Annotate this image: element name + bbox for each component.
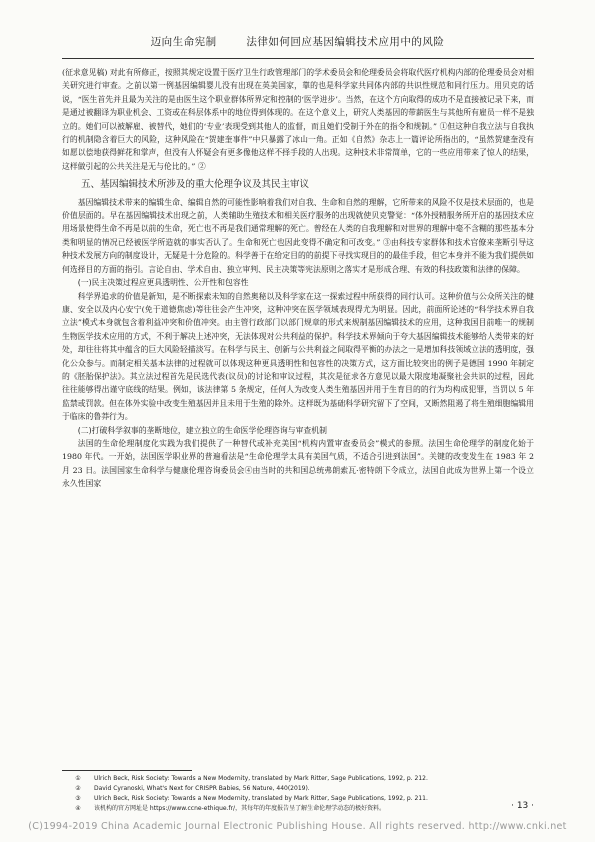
running-header <box>0 34 595 49</box>
section-heading-5: 五、基因编辑技术所涉及的重大伦理争议及其民主审议 <box>81 179 310 191</box>
paragraph-continued: (征求意见稿) 对此有所修正，按照其规定设置于医疗卫生行政管理部门的学术委员会和伦理委员会将取代医疗机构内部的伦理委员会对相关研究进行审查。之前以第一例基因编辑婴儿没有出现在英美国家，靠的也是科学家共同体内部的共识性规范和同行压力。用贝克的话说，“医生首先并且最为关注的是由医生这个职业群体所界定和控制的‘医学进步’。当然，在这个方向取得的成功不是直接被记录下来，而是通过被翻译为职业机会、工资或在科层体系中的地位得到体现的。在这个意义上，研究人类基因的带薪医生与其他所有雇员一样不是独立的。她们可以被解雇、被替代，她们的‘专业’表现受到其他人的监督，而且她们受制于外在的指令和规制。” ①但这种自我立法与自我执行的机制隐含着巨大的风险，这种风险在“贺建奎事件”中只暴露了冰山一角。正如《自然》杂志上一篇评论所指出的，“虽然贺建奎没有如愿以偿地获得鲜花和掌声，但没有人怀疑会有更多像他这样不择手段的人出现。这种技术非常简单，它的一些应用带来了惊人的结果，这样做引起的公共关注是无与伦比的。” ② <box>62 68 534 171</box>
footnote <box>62 784 534 794</box>
footnote-number: ④ <box>75 805 81 812</box>
paragraph: 法国的生命伦理制度化实践为我们提供了一种替代或补充美国“机构内置审查委员会”模式的参照。法国生命伦理学的制度化始于 1980 年代。一开始，法国医学职业界的普遍看法是“生命伦理学太具有美国气质，不适合引进到法国”。关键的改变发生在 1983 年 2 月 23 日。法国国家生命科学与健康伦理咨询委员会④由当时的共和国总统弗朗索瓦·密特朗下令成立，法国自此成为世界上第一个设立永久性国家 <box>62 438 534 489</box>
header-rule <box>62 58 534 59</box>
footnote-number: ① <box>75 775 81 782</box>
subsection-heading-2: (二)打破科学叙事的垄断地位，建立独立的生命医学伦理咨询与审查机制 <box>77 425 327 435</box>
article-body <box>62 66 534 491</box>
footnote <box>62 804 534 814</box>
header-article-title: 法律如何回应基因编辑技术应用中的风险 <box>246 36 445 48</box>
paragraph: 科学界追求的价值是新知，是不断探索未知的自然奥秘以及科学家在这一探索过程中所获得的同行认可。这种价值与公众所关注的健康、安全以及内心安宁(免于道德焦虑)等往往会产生冲突，这种冲突在医学领域表现得尤为明显。因此，前面所论述的“科学技术界自我立法”模式本身就包含着利益冲突和价值冲突。由主管行政部门以部门规章的形式来规制基因编辑技术的应用，这种我国目前唯一的规制生物医学技术应用的方式，不利于解决上述冲突，无法体现对公共利益的保护。科学技术界倾向于夸大基因编辑技术能够给人类带来的好处，却往往将其中蕴含的巨大风险轻描淡写。在科学与民主、创新与公共利益之间取得平衡的办法之一是增加科技领域立法的透明度，强化公众参与。而制定相关基本法律的过程就可以体现这种更具透明性和包容性的决策方式，这方面比较突出的例子是德国 1990 年制定的《胚胎保护法》。其立法过程首先是民选代表(议员)的讨论和审议过程，其次是征求各方意见以最大限度地凝聚社会共识的过程，因此往往能够得出谨守底线的结果。例如，该法律第 5 条规定，任何人为改变人类生殖基因并用于生育目的的行为均构成犯罪，当罚以 5 年监禁或罚款。但在体外实验中改变生殖基因并且未用于生殖的除外。这样既为基础科学研究留下了空间，又断然阻遏了将生殖细胞编辑用于临床的鲁莽行为。 <box>62 291 534 422</box>
subsection-heading-1: (一)民主决策过程应更具透明性、公开性和包容性 <box>77 278 249 288</box>
footnote-text: Ulrich Beck, Risk Society: Towards a New Modernity, translated by Mark Ritter, Sage Publications, 1992, p. 212. <box>94 775 428 782</box>
footnote-text: David Cyranoski, What's Next for CRISPR Babies, 56 Nature, 440(2019). <box>94 785 310 792</box>
footnote-number: ② <box>75 785 81 792</box>
footnote-rule <box>62 770 192 771</box>
copyright-watermark: (C)1994-2019 China Academic Journal Electronic Publishing House. All rights reserved. http://www.cnki.net <box>28 821 567 832</box>
footnote-number: ③ <box>75 795 81 802</box>
footnote <box>62 794 534 804</box>
page-number: · 13 · <box>511 801 534 811</box>
footnote-text: 该机构的官方网址是 https://www.ccne-ethique.fr/，其每年的年度报告呈了解生命伦理学动态的极好资料。 <box>94 805 386 812</box>
footnote <box>62 774 534 784</box>
paragraph: 基因编辑技术带来的编辑生命、编辑自然的可能性影响着我们对自我、生命和自然的理解，它所带来的风险不仅是技术层面的，也是价值层面的。早在基因编辑技术出现之前，人类辅助生殖技术和相关医疗服务的出现就使贝克警觉：“体外授精服务所开启的基因技术应用场景使得生命不再是以前的生命，死亡也不再是我们通常理解的死亡。曾经在人类的自我理解和对世界的理解中毫不含糊的那些基本分类和明显的情况已经被医学所造就的事实否认了。生命和死亡也因此变得不确定和可改变。” ③由科技专家群体和技术官僚来垄断引导这种技术发展方向的制度设计，无疑是十分危险的。科学善于在给定目的的前提下寻找实现目的的最佳手段，但它本身并不能为我们提供如何选择目的方面的指引。言论自由、学术自由、独立审判、民主决策等宪法原则之落实才是形成合理、有效的科技政策和法律的保障。 <box>62 197 534 274</box>
footnotes <box>62 774 534 814</box>
footnote-text: Ulrich Beck, Risk Society: Towards a New Modernity, translated by Mark Ritter, Sage Publications, 1992, p. 211. <box>94 795 428 802</box>
header-journal: 迈向生命宪制 <box>150 36 217 48</box>
